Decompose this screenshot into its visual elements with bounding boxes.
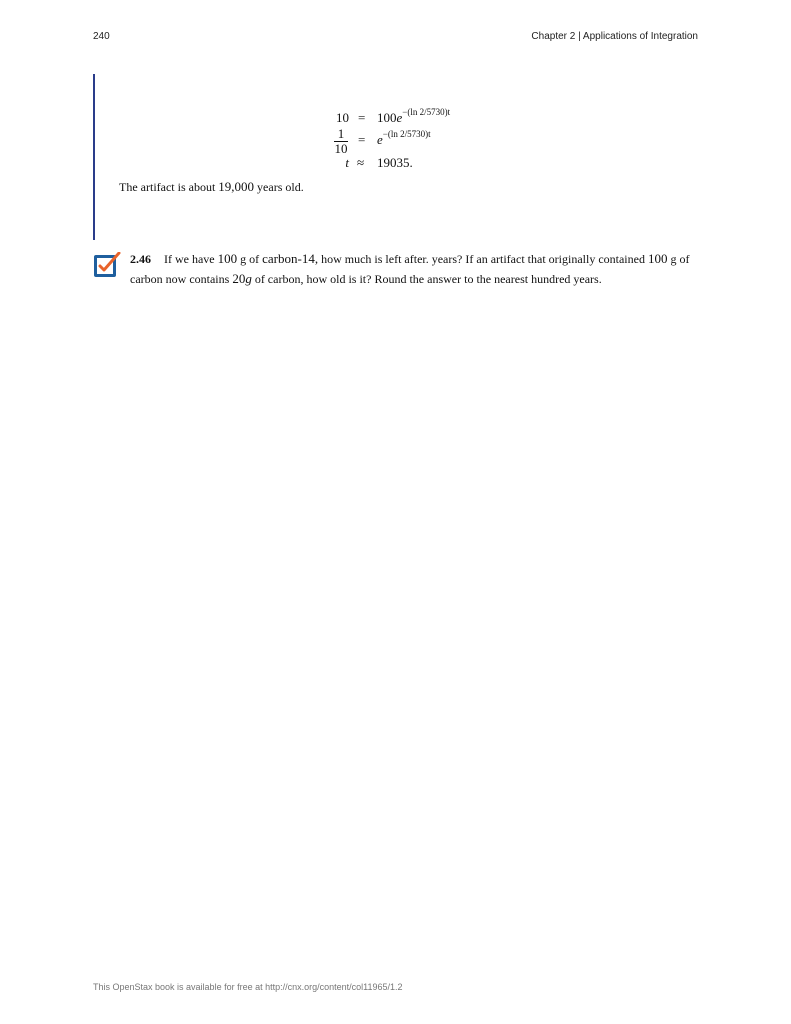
eq2-base: e bbox=[377, 132, 383, 147]
example-rule bbox=[93, 74, 95, 240]
eq1-relation: = bbox=[358, 110, 366, 125]
eq3-rhs: 19035. bbox=[377, 155, 413, 170]
eq2-denominator: 10 bbox=[334, 141, 348, 156]
exercise-text-b: g of bbox=[240, 252, 260, 266]
eq1-base: e bbox=[396, 110, 403, 125]
conclusion-value: 19,000 bbox=[218, 179, 255, 194]
exercise-text-d: g of carbon now contains bbox=[130, 252, 690, 286]
eq2-rhs bbox=[377, 129, 431, 148]
checkpoint-icon bbox=[93, 252, 121, 278]
eq2-exponent: −(ln 2/5730)t bbox=[382, 129, 431, 139]
exercise-value-a: 100 bbox=[217, 251, 238, 266]
eq1-lhs: 10 bbox=[336, 110, 349, 125]
eq1-rhs bbox=[377, 107, 451, 126]
conclusion-before: The artifact is about bbox=[119, 180, 216, 194]
eq2-relation: = bbox=[358, 132, 366, 147]
conclusion-after: years old. bbox=[257, 180, 304, 194]
exercise-value-b: carbon-14, bbox=[262, 251, 319, 266]
exercise-number: 2.46 bbox=[130, 252, 151, 266]
exercise-value-d-number: 20 bbox=[232, 271, 246, 286]
eq2-numerator: 1 bbox=[337, 126, 345, 141]
exercise-value-d-unit: g bbox=[245, 271, 252, 286]
eq3-relation: ≈ bbox=[357, 155, 365, 170]
exercise-text-a: If we have bbox=[164, 252, 215, 266]
exercise-text-e: of carbon, how old is it? Round the answer to the nearest hundred years. bbox=[254, 272, 602, 286]
exercise-value-d bbox=[232, 271, 252, 286]
checkpoint-exercise bbox=[130, 249, 700, 289]
footer-note: This OpenStax book is available for free at http://cnx.org/content/col11965/1.2 bbox=[93, 982, 403, 992]
eq1-exponent: −(ln 2/5730)t bbox=[402, 107, 451, 117]
eq2-fraction bbox=[334, 127, 348, 155]
eq3-lhs: t bbox=[345, 155, 349, 170]
exercise-text-c: how much is left after. years? If an artifact that originally contained bbox=[321, 252, 645, 266]
example-conclusion bbox=[119, 179, 304, 195]
page-number: 240 bbox=[93, 31, 110, 42]
exercise-value-c: 100 bbox=[647, 251, 668, 266]
running-header: Chapter 2 | Applications of Integration bbox=[531, 31, 698, 42]
eq1-coefficient: 100 bbox=[377, 110, 397, 125]
